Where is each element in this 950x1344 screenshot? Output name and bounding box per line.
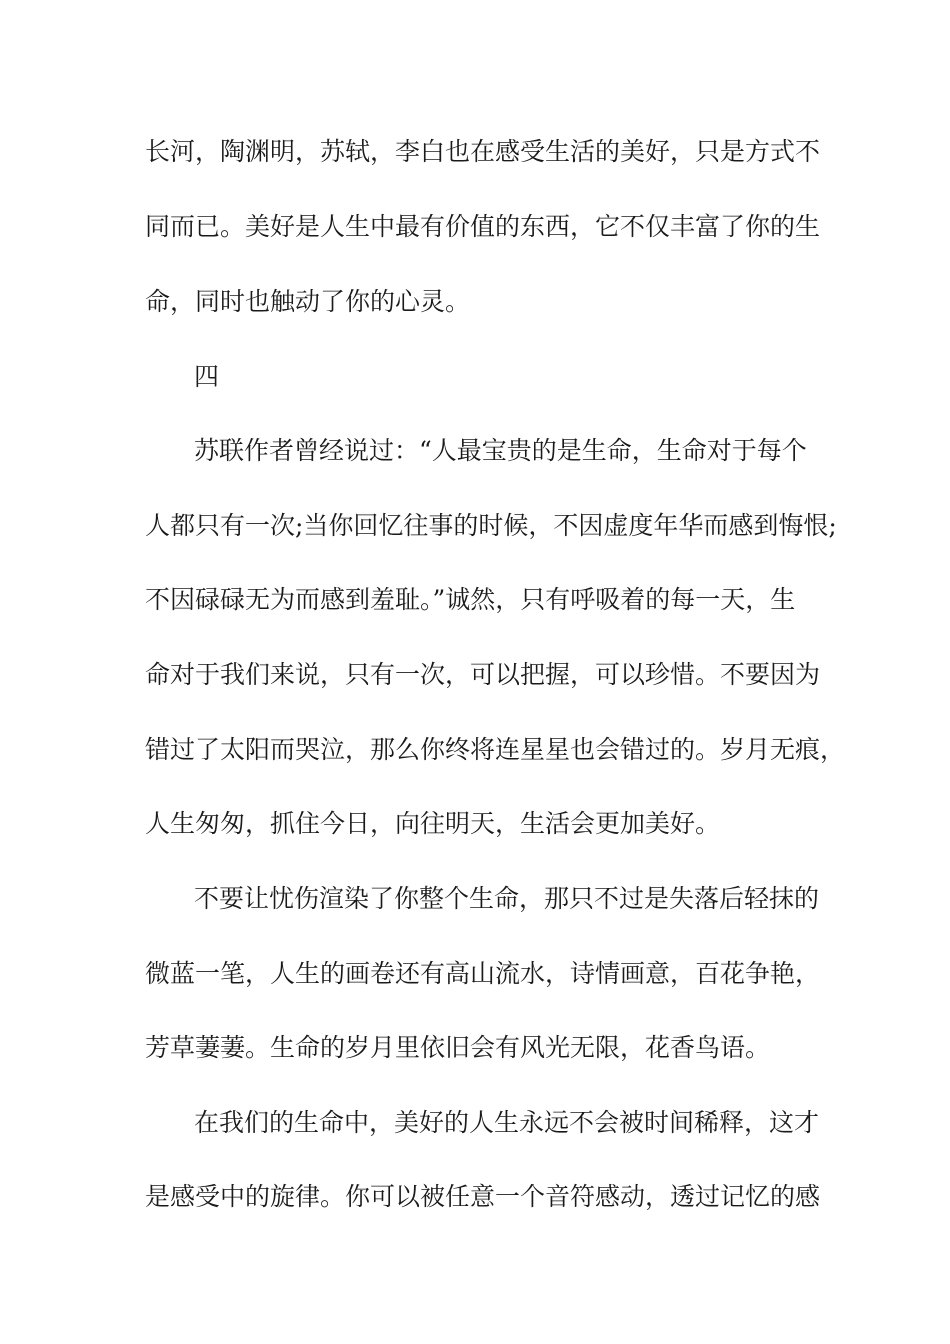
text-line: 人都只有一次;当你回忆往事的时候，不因虚度年华而感到悔恨; [145,511,837,540]
text-line: 人生匆匆，抓住今日，向往明天，生活会更加美好。 [145,809,721,838]
text-line: 微蓝一笔，人生的画卷还有高山流水，诗情画意，百花争艳， [145,959,821,988]
text-line: 同而已。美好是人生中最有价值的东西，它不仅丰富了你的生 [145,212,821,241]
section-heading: 四 [194,362,220,391]
text-line: 命对于我们来说，只有一次，可以把握，可以珍惜。不要因为 [145,660,821,689]
text-line: 不因碌碌无为而感到羞耻。”诚然，只有呼吸着的每一天，生 [145,585,796,614]
text-line: 错过了太阳而哭泣，那么你终将连星星也会错过的。岁月无痕， [145,735,846,764]
text-line: 长河，陶渊明，苏轼，李白也在感受生活的美好，只是方式不 [145,137,821,166]
text-line: 是感受中的旋律。你可以被任意一个音符感动，透过记忆的感 [145,1182,821,1211]
text-line: 在我们的生命中，美好的人生永远不会被时间稀释，这才 [194,1108,820,1137]
text-line: 芳草萋萋。生命的岁月里依旧会有风光无限，花香鸟语。 [145,1033,771,1062]
text-line: 不要让忧伤渲染了你整个生命，那只不过是失落后轻抹的 [194,884,820,913]
text-line: 苏联作者曾经说过：“人最宝贵的是生命，生命对于每个 [194,436,807,465]
text-line: 命，同时也触动了你的心灵。 [145,287,471,316]
